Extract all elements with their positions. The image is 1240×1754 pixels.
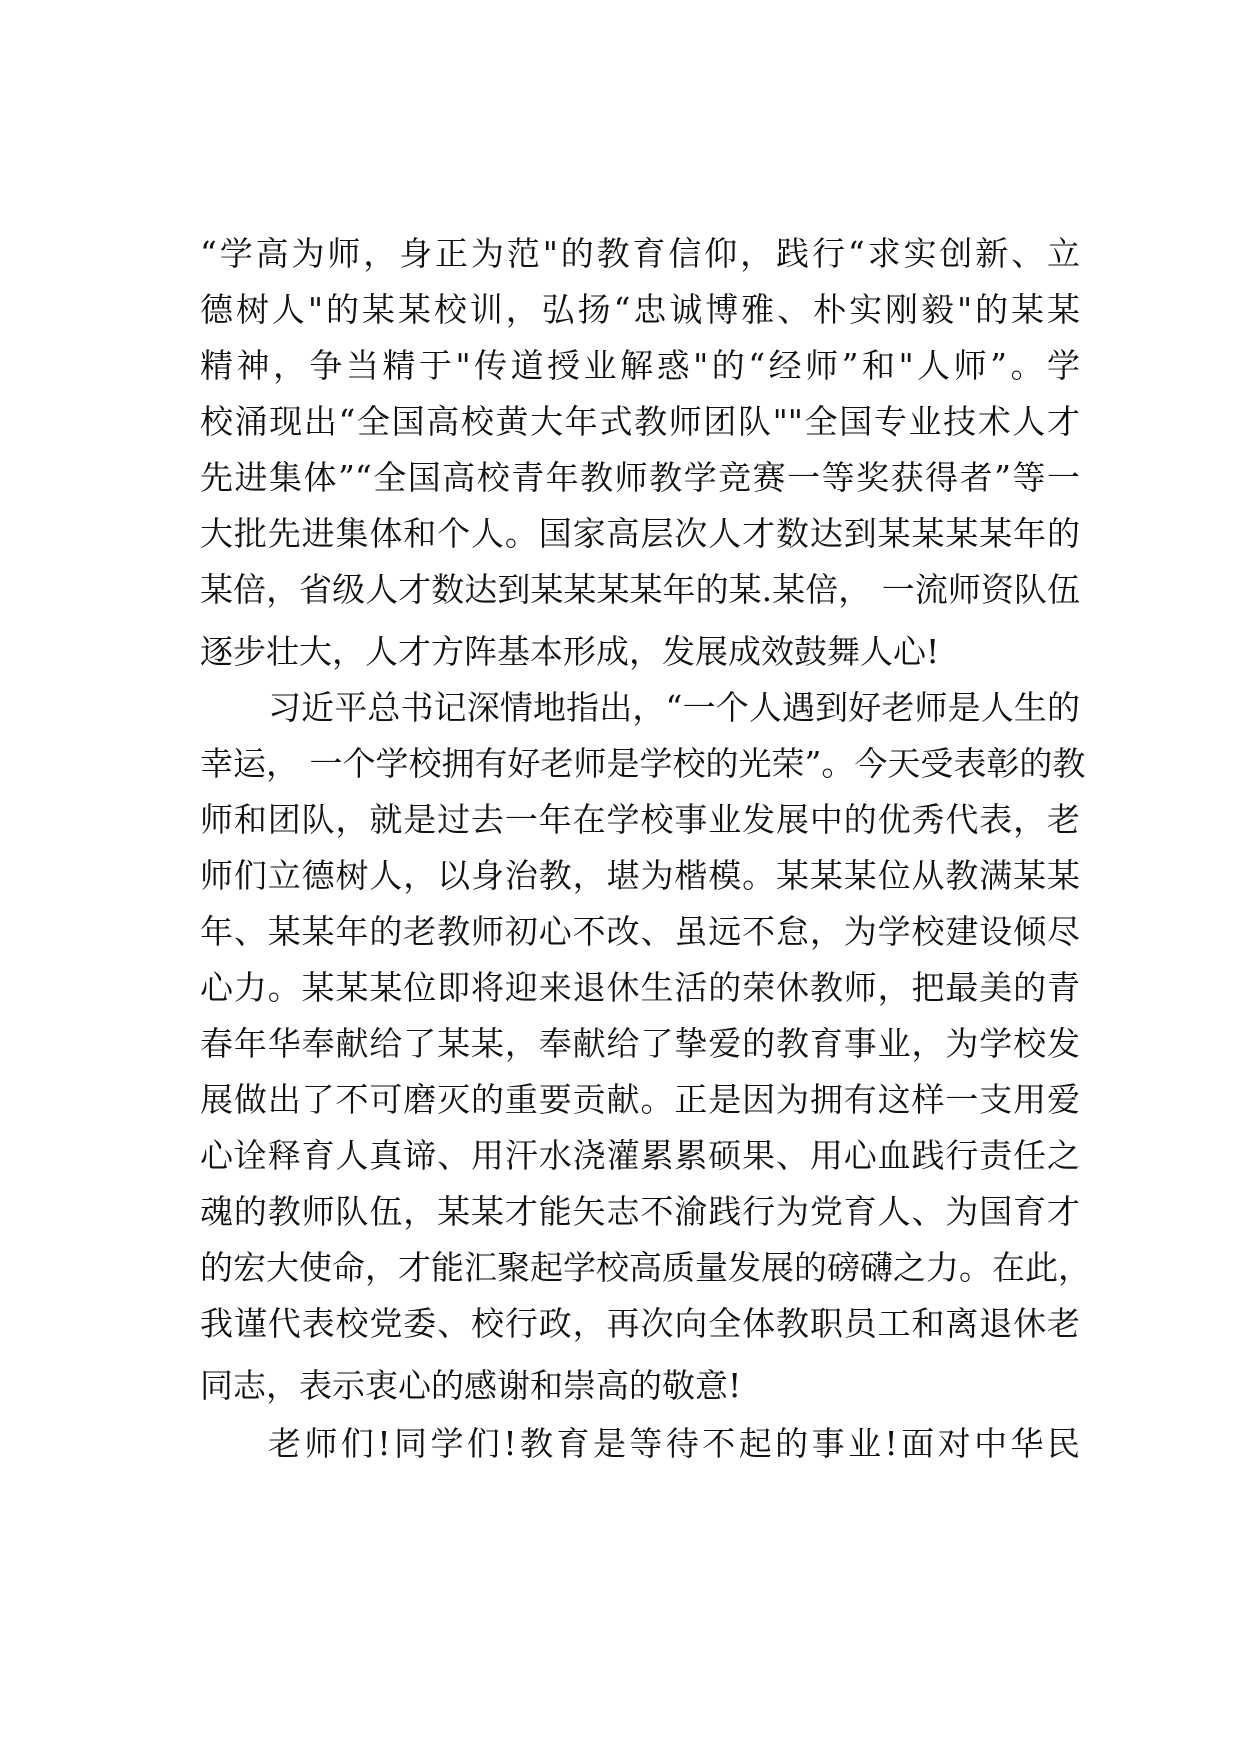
paragraph-first-line: 习近平总书记深情地指出，“一个人遇到好老师是人生的 <box>268 688 1080 727</box>
text-line: 某倍，省级人才数达到某某某某年的某.某倍， 一流师资队伍 <box>200 570 1080 609</box>
text-line: 年、某某年的老教师初心不改、虽远不怠，为学校建设倾尽 <box>200 912 1080 951</box>
text-line: 同志，表示衷心的感谢和崇高的敬意! <box>200 1366 742 1405</box>
text-line: 魂的教师队伍，某某才能矢志不渝践行为党育人、为国育才 <box>200 1192 1080 1231</box>
text-line: 先进集体”“全国高校青年教师教学竞赛一等奖获得者”等一 <box>200 458 1080 497</box>
text-line: 师和团队，就是过去一年在学校事业发展中的优秀代表，老 <box>200 800 1080 839</box>
text-line: 大批先进集体和个人。国家高层次人才数达到某某某某年的 <box>200 514 1080 553</box>
text-line: “学高为师，身正为范"的教育信仰，践行“求实创新、立 <box>200 234 1080 273</box>
text-line: 幸运， 一个学校拥有好老师是学校的光荣”。今天受表彰的教 <box>200 744 1086 783</box>
text-line: 校涌现出“全国高校黄大年式教师团队""全国专业技术人才 <box>200 402 1080 441</box>
text-line: 德树人"的某某校训，弘扬“忠诚博雅、朴实刚毅"的某某 <box>200 290 1080 329</box>
text-line: 我谨代表校党委、校行政，再次向全体教职员工和离退休老 <box>200 1304 1080 1343</box>
text-line: 展做出了不可磨灭的重要贡献。正是因为拥有这样一支用爱 <box>200 1080 1080 1119</box>
text-line: 精神，争当精于"传道授业解惑"的“经师”和"人师”。学 <box>200 346 1080 385</box>
paragraph-first-line: 老师们!同学们!教育是等待不起的事业!面对中华民 <box>268 1424 1080 1463</box>
text-line: 师们立德树人，以身治教，堪为楷模。某某某位从教满某某 <box>200 856 1080 895</box>
text-line: 逐步壮大，人才方阵基本形成，发展成效鼓舞人心! <box>200 632 940 671</box>
text-line: 心诠释育人真谛、用汗水浇灌累累硕果、用心血践行责任之 <box>200 1136 1080 1175</box>
text-line: 的宏大使命，才能汇聚起学校高质量发展的磅礴之力。在此， <box>200 1248 1091 1287</box>
text-line: 春年华奉献给了某某，奉献给了挚爱的教育事业，为学校发 <box>200 1024 1080 1063</box>
text-line: 心力。某某某位即将迎来退休生活的荣休教师，把最美的青 <box>200 968 1080 1007</box>
